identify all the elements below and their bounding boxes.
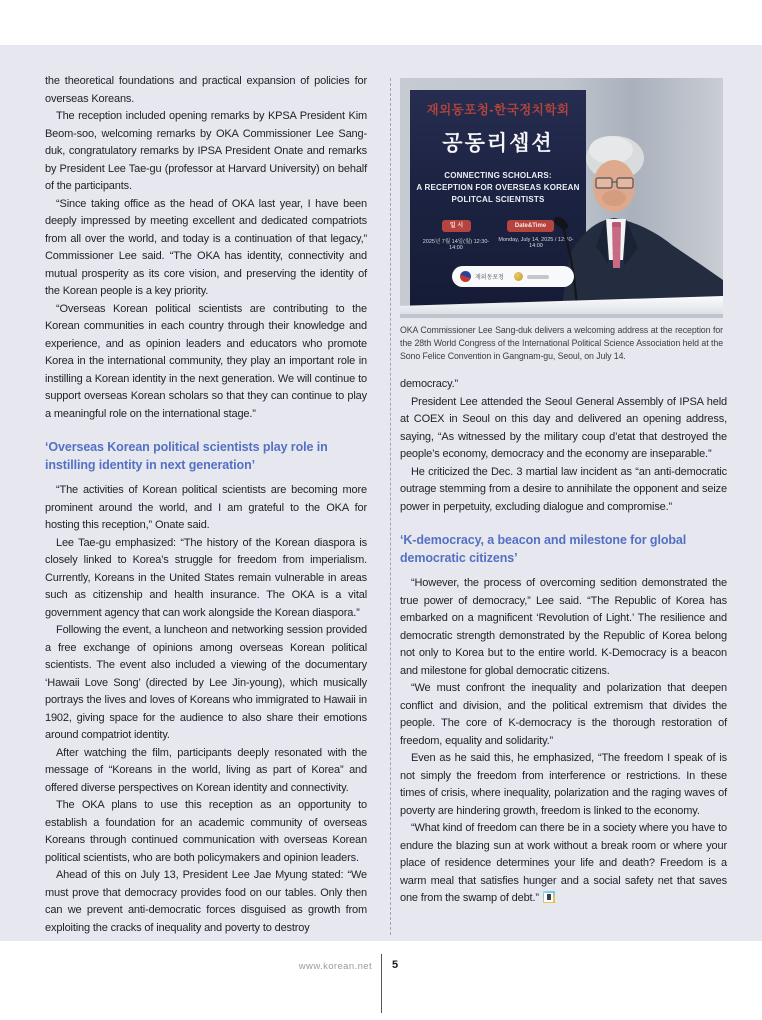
paragraph: “However, the process of overcoming sedition demonstrated the true power of democracy,” Lee said. “The Republic of Korea has embarked on a magnificent ‘Revolution of Light.’ The resilience and democratic strength demonstrated by the Republic of Korea belong not only to Korea but to the entire world. K-Democracy is a beacon and milestone for global democratic citizens.	[400, 577, 727, 677]
footer-site-url: www.korean.net	[298, 961, 372, 972]
paragraph: democracy.”	[400, 378, 459, 391]
oka-logo-text: 재외동포청	[475, 275, 504, 281]
paragraph: “The activities of Korean political scientists are becoming more prominent around the world, and I am grateful to the OKA for hosting this reception,” Onate said.	[45, 484, 367, 531]
paragraph-text: “What kind of freedom can there be in a society where you have to endure the blazing sun at work without a break room or where your place of residence determines your life and death? Freedom is a warm meal that satisfies hunger and a social safety net that saves one from the swamp of debt.”	[400, 822, 727, 905]
paragraph: Following the event, a luncheon and networking session provided a free exchange of opinions among overseas Korean political scientists. The event also included a viewing of the documentary ‘Hawaii Love Song’ (directed by Lee Jin-young), which musically portrays the lives and loves of Koreans who immigrated to Hawaii in 1902, giving space for the audience to also share their emotions around compatriot identity.	[45, 624, 367, 741]
association-emblem-icon	[514, 272, 523, 281]
paragraph: Ahead of this on July 13, President Lee Jae Myung stated: “We must prove that democracy provides food on our tables. Only then can we prevent anti-democratic forces disguised as growth from exploiting the cracks of inequality and poverty to destroy	[45, 869, 367, 934]
article-end-icon	[543, 891, 555, 903]
reception-photo	[400, 78, 723, 318]
paragraph: “Since taking office as the head of OKA last year, I have been deeply impressed by meeting excellent and dedicated compatriots from all over the world, and today is a continuation of that legacy,” Commissioner Lee said. “The OKA has identity, connectivity and mutual prosperity as its core vision, and preserving the identity of the Korean people is a key priority.	[45, 197, 367, 297]
paragraph: After watching the film, participants deeply resonated with the message of “Koreans in the world, living as part of Korea” and offered diverse perspectives on Korean identity and connectivity.	[45, 746, 367, 794]
banner-english-line1: CONNECTING SCHOLARS:	[444, 171, 552, 180]
date-badge-korean: 일 시	[442, 220, 471, 232]
right-column	[400, 78, 727, 908]
paragraph: “Overseas Korean political scientists are contributing to the Korean communities in each country through their knowledge and experience, and as opinion leaders and educators who promote Korea in the international community, they play an important role in instilling a Korean identity in the next generation. We will continue to support overseas Korean scholars so that they can continue to play a meaningful role on the international stage.”	[45, 302, 367, 420]
paragraph: Even as he said this, he emphasized, “The freedom I speak of is not simply the freedom from interference or restrictions. In these times of crisis, where inequality, polarization and the raging waves of poverty are hindering growth, freedom is linked to the economy.	[400, 752, 727, 817]
banner-title-korean: 재외동포청-한국정치학회	[426, 103, 570, 117]
association-logo-text	[527, 275, 549, 279]
paragraph: Lee Tae-gu emphasized: “The history of the Korean diaspora is closely linked to Korea’s struggle for freedom from imperialism. Currently, Koreans in the United States remain vulnerable in areas such as citizenship and health insurance. The OKA is a vital government agency that can work alongside the Korean diaspora.”	[45, 536, 367, 619]
paragraph: The reception included opening remarks by KPSA President Kim Beom-soo, welcoming remarks by OKA Commissioner Lee Sang-duk, congratulatory remarks by IPSA President Onate and remarks by President Lee Tae-gu (professor at Harvard University) on behalf of the participants.	[45, 110, 367, 192]
section-heading: ‘Overseas Korean political scientists play role in instilling identity in next generation’	[45, 440, 328, 472]
section-heading: ‘K-democracy, a beacon and milestone for global democratic citizens’	[400, 533, 687, 566]
oka-logo-icon	[460, 271, 471, 282]
paragraph: the theoretical foundations and practical expansion of policies for overseas Koreans.	[45, 75, 367, 105]
paragraph	[400, 820, 727, 908]
organizer-logo-pill	[452, 266, 574, 287]
left-column	[45, 73, 367, 937]
lectern-base	[400, 314, 723, 318]
banner-subtitle-korean: 공동리셉션	[442, 132, 554, 155]
column-divider	[390, 78, 391, 935]
paragraph: President Lee attended the Seoul General Assembly of IPSA held at COEX in Seoul on this day and delivered an opening address, saying, “As witnessed by the military coup d’etat that destroyed the people’s economy, democracy and the economy are inseparable.”	[400, 395, 727, 461]
banner-english-line2: A RECEPTION FOR OVERSEAS KOREAN	[416, 183, 580, 192]
paragraph: “We must confront the inequality and polarization that deepen conflict and division, and the political extremism that divides the people. The core of K-democracy is the thorough restoration of freedom, equality and solidarity.”	[400, 682, 727, 747]
event-date-korean: 2025년 7월 14일(월) 12:30-14:00	[422, 239, 490, 251]
event-date-english: Monday, July 14, 2025 / 12:30-14:00	[498, 237, 574, 249]
paragraph: He criticized the Dec. 3 martial law incident as “an anti-democratic outrage stemming from a desire to annihilate the opponent and seize power in perpetuity, excluding dialogue and compromise.”	[400, 465, 727, 513]
footer-page-number: 5	[392, 959, 399, 971]
right-column-text	[400, 376, 727, 908]
paragraph: The OKA plans to use this reception as an opportunity to establish a foundation for an academic community of overseas Koreans through continued communication with overseas Korean political scientists, who are both policymakers and opinion leaders.	[45, 799, 367, 864]
date-badge-english: Date&Time	[507, 220, 554, 232]
footer-divider	[381, 954, 382, 1013]
banner-english-line3: POLITCAL SCIENTISTS	[451, 195, 545, 204]
photo-caption: OKA Commissioner Lee Sang-duk delivers a welcoming address at the reception for the 28th World Congress of the International Political Science Association held at the Sono Felice Convention in Gangnam-gu, Seoul, on July 14.	[400, 325, 723, 361]
